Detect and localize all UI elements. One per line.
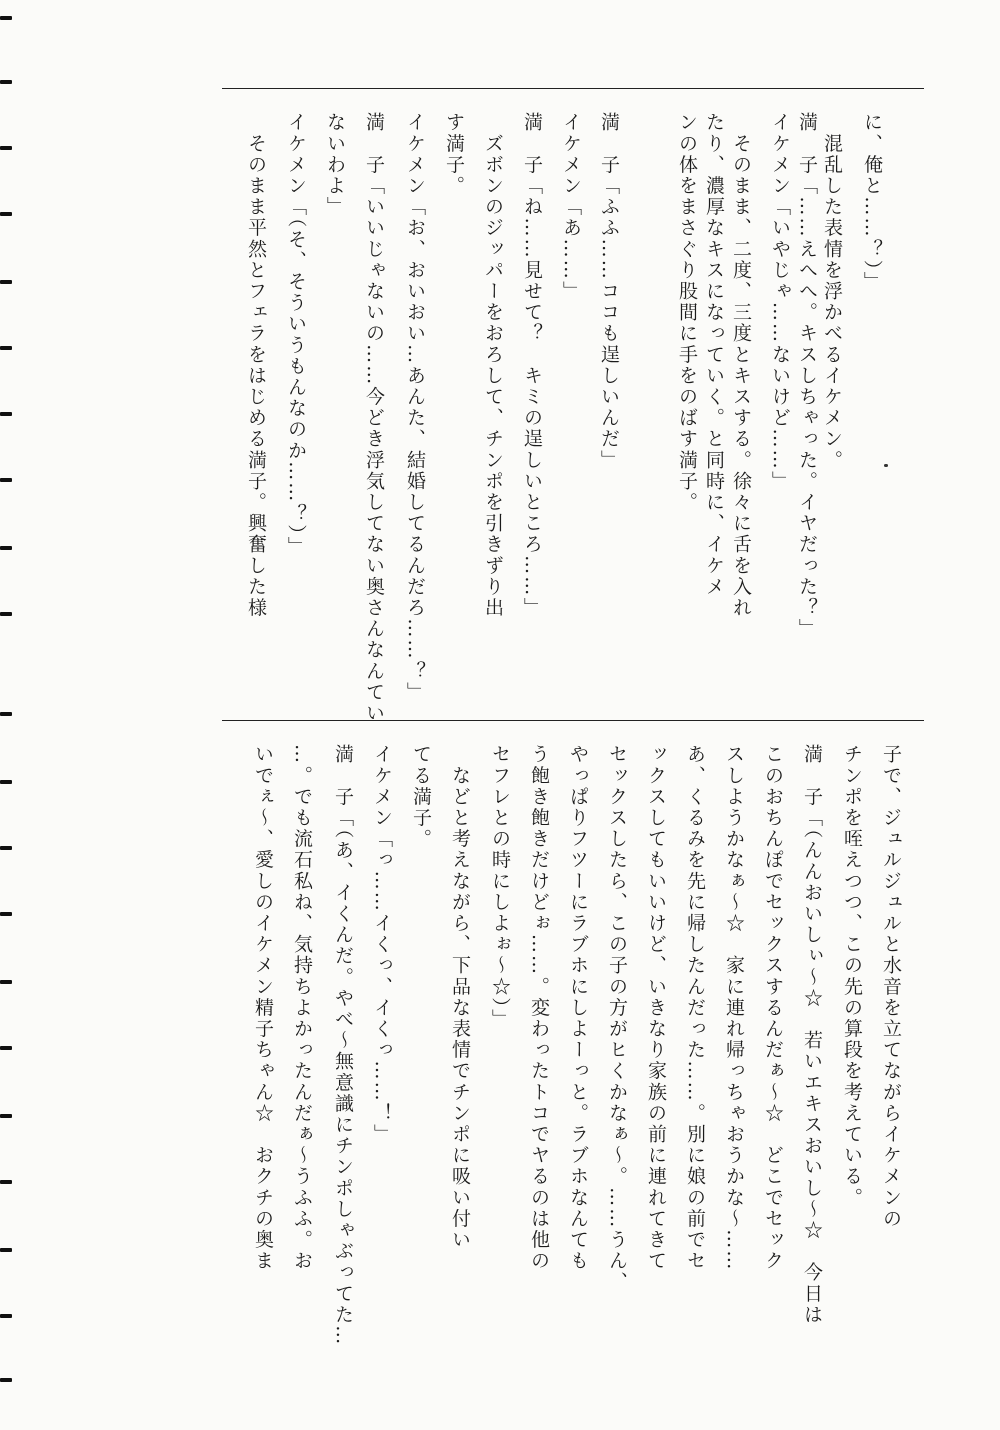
binding-hole <box>0 16 12 20</box>
binding-hole <box>0 612 12 616</box>
text-column: 満 子「（あ、イくんだ。やべ～無意識にチンポしゃぶってた… <box>332 744 354 1347</box>
binding-hole <box>0 478 12 482</box>
text-column: う飽き飽きだけどぉ……。変わったトコでヤるのは他の <box>528 744 550 1272</box>
text-column: …。でも流石私ね、気持ちよかったんだぁ～うふふ。お <box>291 744 313 1272</box>
text-column: このおちんぽでセックスするんだぁ～☆ どこでセック <box>762 744 784 1272</box>
ink-speck <box>884 464 888 467</box>
text-column: イケメン「お、おいおい…あんた、結婚してるんだろ……？」 <box>404 112 426 703</box>
binding-hole <box>0 1180 12 1184</box>
text-column: あ、くるみを先に帰したんだった……。別に娘の前でセ <box>684 744 706 1272</box>
binding-hole <box>0 980 12 984</box>
text-column: やっぱりフツーにラブホにしよーっと。ラブホなんても <box>567 744 589 1272</box>
text-column: ズボンのジッパーをおろして、チンポを引きずり出 <box>482 112 504 619</box>
text-column: セックスしたら、この子の方がヒくかなぁ～。……うん、 <box>606 744 628 1293</box>
binding-hole <box>0 80 12 84</box>
binding-hole <box>0 1248 12 1252</box>
binding-hole <box>0 712 12 716</box>
text-column: イケメン「あ……」 <box>560 112 582 302</box>
text-column: 混乱した表情を浮かべるイケメン。 <box>821 112 843 471</box>
text-column: 満 子「……えへへ。キスしちゃった。イヤだった？」 <box>796 112 818 640</box>
binding-hole <box>0 212 12 216</box>
text-column: す満子。 <box>443 112 465 197</box>
text-column: などと考えながら、下品な表情でチンポに吸い付い <box>449 744 471 1251</box>
text-column: スしようかなぁ～☆ 家に連れ帰っちゃおうかな～…… <box>723 744 745 1272</box>
text-column: ないわよ」 <box>324 112 346 218</box>
text-column: たり、濃厚なキスになっていく。と同時に、イケメ <box>703 112 725 598</box>
text-column: てる満子。 <box>410 744 432 850</box>
text-column: イケメン「っ……イくっ、イくっ……！」 <box>371 744 393 1145</box>
binding-hole <box>0 412 12 416</box>
top-rule <box>222 88 924 89</box>
text-column: そのまま、二度、三度とキスする。徐々に舌を入れ <box>730 112 752 619</box>
binding-holes <box>0 0 14 1430</box>
binding-hole <box>0 146 12 150</box>
binding-hole <box>0 280 12 284</box>
binding-hole <box>0 1378 12 1382</box>
text-column: ンの体をまさぐり股間に手をのばす満子。 <box>676 112 698 513</box>
text-column: 子で、ジュルジュルと水音を立てながらイケメンの <box>880 744 902 1230</box>
text-column: 満 子「ね……見せて？ キミの逞しいところ……」 <box>521 112 543 619</box>
text-column: に、俺と……？）」 <box>861 112 883 293</box>
text-column: イケメン「いやじゃ……ないけど……」 <box>769 112 791 492</box>
text-column: イケメン「（そ、そういうもんなのか……？）」 <box>285 112 307 558</box>
text-column: 満 子「ふふ……ココも逞しいんだ」 <box>598 112 620 471</box>
text-column: いでぇ～、愛しのイケメン精子ちゃん☆ おクチの奥ま <box>252 744 274 1272</box>
text-column: チンポを咥えつつ、この先の算段を考えている。 <box>841 744 863 1209</box>
middle-rule <box>222 720 924 721</box>
binding-hole <box>0 1314 12 1318</box>
binding-hole <box>0 1046 12 1050</box>
binding-hole <box>0 546 12 550</box>
binding-hole <box>0 912 12 916</box>
binding-hole <box>0 780 12 784</box>
binding-hole <box>0 346 12 350</box>
binding-hole <box>0 1114 12 1118</box>
text-column: そのまま平然とフェラをはじめる満子。興奮した様 <box>245 112 267 619</box>
text-column: 満 子「（んんおいしぃ～☆ 若いエキスおいし～☆ 今日は <box>801 744 823 1326</box>
text-column: セフレとの時にしよぉ～☆）」 <box>489 744 511 1030</box>
binding-hole <box>0 846 12 850</box>
text-column: 満 子「いいじゃないの……今どき浮気してない奥さんなんてい <box>363 112 385 724</box>
text-column: ックスしてもいいけど、いきなり家族の前に連れてきて <box>645 744 667 1272</box>
